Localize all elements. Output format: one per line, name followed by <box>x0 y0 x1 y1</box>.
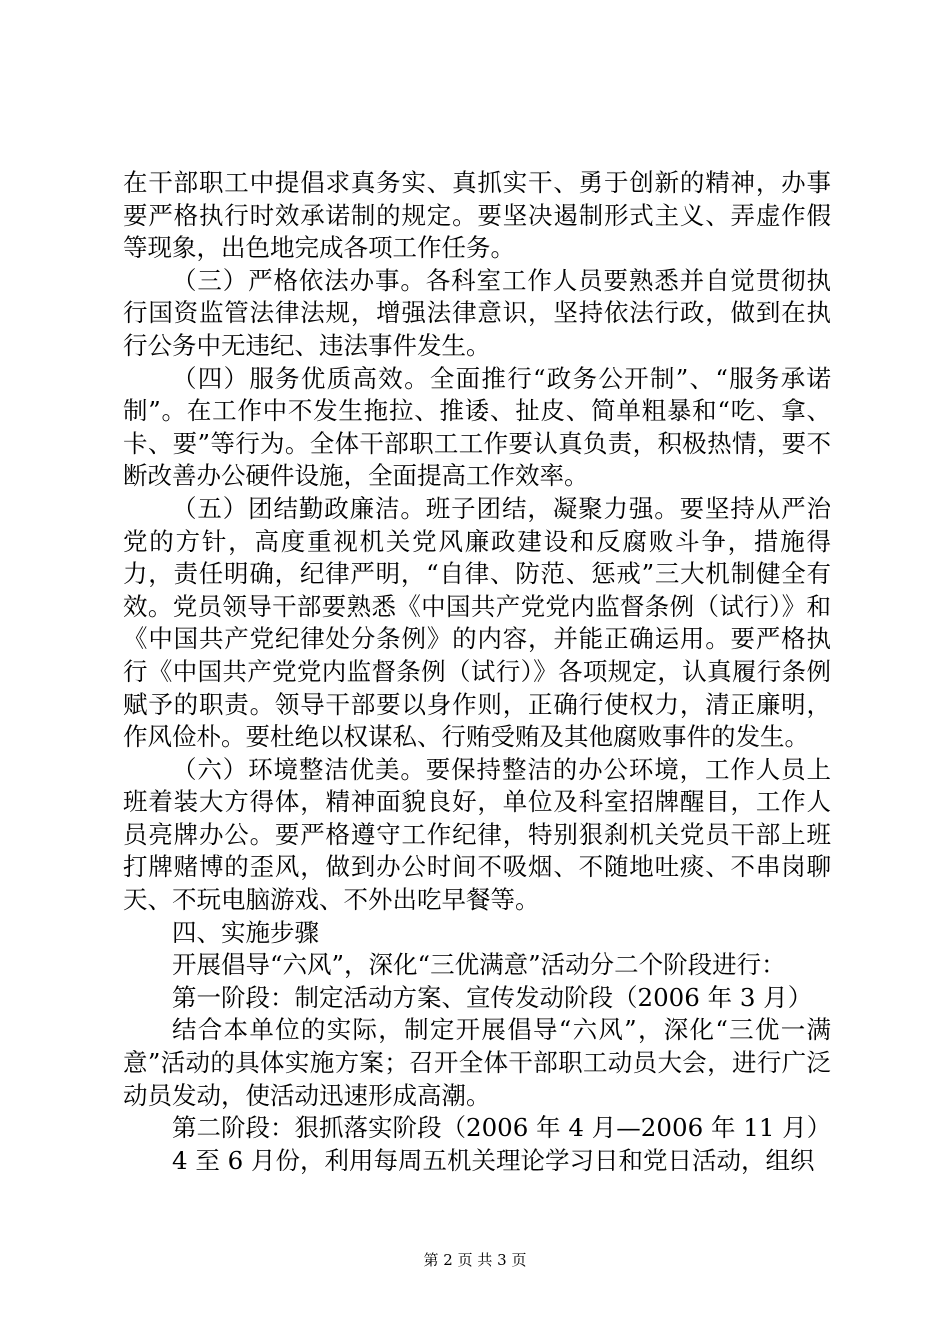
paragraph-phase-2: 4 至 6 月份，利用每周五机关理论学习日和党日活动，组织 <box>172 1145 815 1175</box>
paragraph-continuation: 在干部职工中提倡求真务实、真抓实干、勇于创新的精神，办事要严格执行时效承诺制的规定。要坚决遏制形式主义、弄虚作假等现象，出色地完成各项工作任务。 <box>123 168 831 263</box>
paragraph-section-5: （五）团结勤政廉洁。班子团结，凝聚力强。要坚持从严治党的方针，高度重视机关党风廉政建设和反腐败斗争，措施得力，责任明确，纪律严明，“自律、防范、惩戒”三大机制健全有效。党员领导干部要熟悉《中国共产党党内监督条例（试行）》和《中国共产党纪律处分条例》的内容，并能正确运用。要严格执行《中国共产党党内监督条例（试行）》各项规定，认真履行条例赋予的职责。领导干部要以身作则，正确行使权力，清正廉明，作风俭朴。要杜绝以权谋私、行贿受贿及其他腐败事件的发生。 <box>123 493 831 752</box>
phase-2-heading: 第二阶段：狠抓落实阶段（2006 年 4 月—2006 年 11 月） <box>172 1113 832 1143</box>
paragraph-two-phases: 开展倡导“六风”，深化“三优满意”活动分二个阶段进行： <box>172 950 786 980</box>
paragraph-section-6: （六）环境整洁优美。要保持整洁的办公环境，工作人员上班着装大方得体，精神面貌良好，单位及科室招牌醒目，工作人员亮牌办公。要严格遵守工作纪律，特别狠刹机关党员干部上班打牌赌博的歪风，做到办公时间不吸烟、不随地吐痰、不串岗聊天、不玩电脑游戏、不外出吃早餐等。 <box>123 754 831 915</box>
paragraph-section-4: （四）服务优质高效。全面推行“政务公开制”、“服务承诺制”。在工作中不发生拖拉、推诿、扯皮、简单粗暴和“吃、拿、卡、要”等行为。全体干部职工工作要认真负责，积极热情，要不断改善办公硬件设施，全面提高工作效率。 <box>123 363 831 491</box>
phase-1-heading: 第一阶段：制定活动方案、宣传发动阶段（2006 年 3 月） <box>172 982 813 1012</box>
paragraph-section-3: （三）严格依法办事。各科室工作人员要熟悉并自觉贯彻执行国资监管法律法规，增强法律意识，坚持依法行政，做到在执行公务中无违纪、违法事件发生。 <box>123 265 831 360</box>
page-number-label: 第 2 页 共 3 页 <box>423 1251 527 1269</box>
section-heading-implementation-steps: 四、实施步骤 <box>172 917 319 947</box>
page-footer <box>0 1250 950 1270</box>
paragraph-phase-1: 结合本单位的实际，制定开展倡导“六风”，深化“三优一满意”活动的具体实施方案；召开全体干部职工动员大会，进行广泛动员发动，使活动迅速形成高潮。 <box>123 1015 831 1110</box>
document-body <box>123 167 831 1177</box>
